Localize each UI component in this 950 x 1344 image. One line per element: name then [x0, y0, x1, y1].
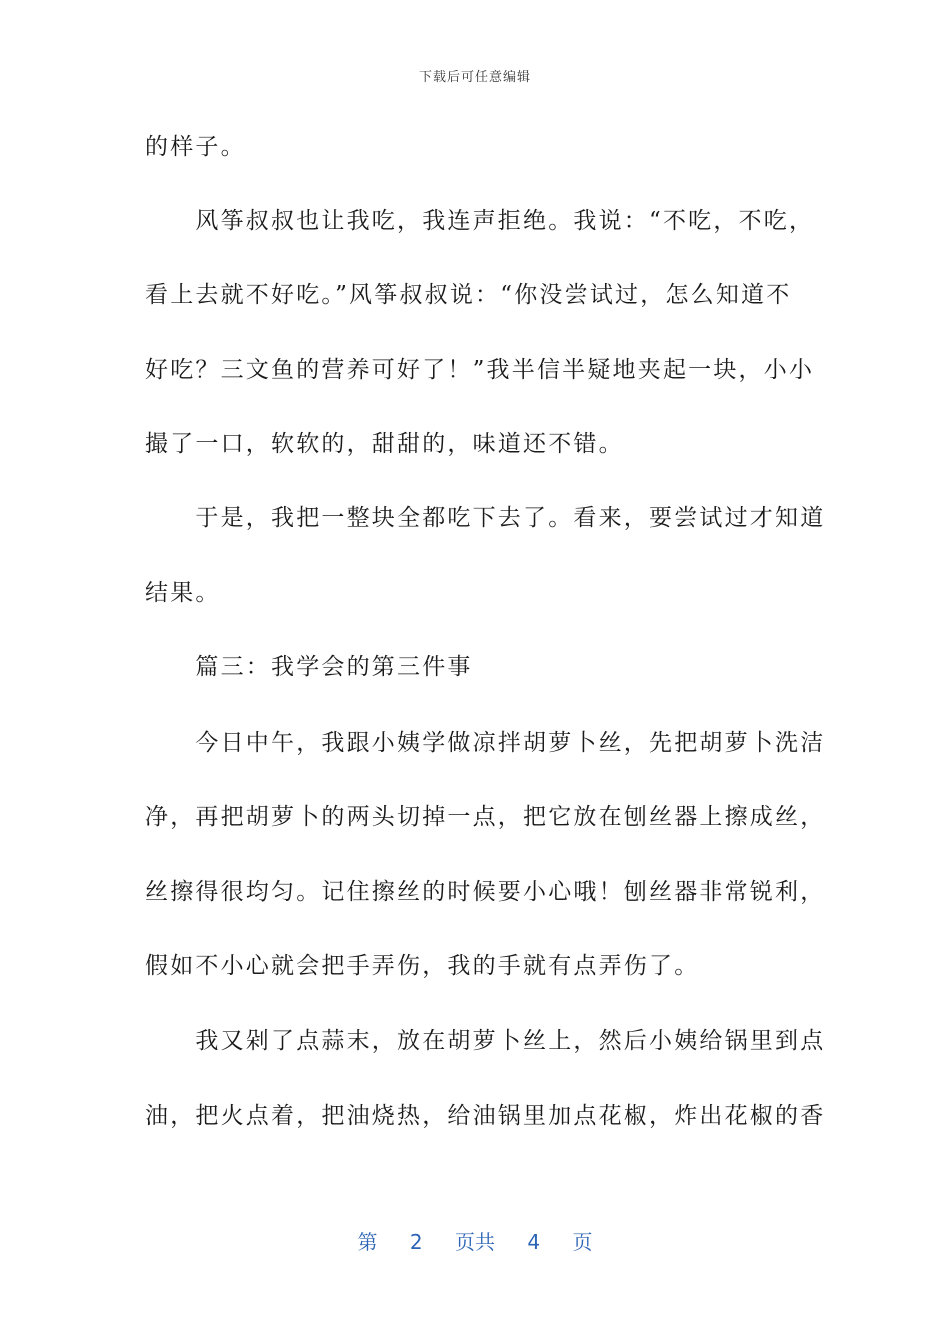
body-line: 于是，我把一整块全都吃下去了。看来，要尝试过才知道: [145, 505, 826, 531]
body-line: 丝擦得很均匀。记住擦丝的时候要小心哦！刨丝器非常锐利，: [145, 879, 826, 905]
page-footer: [0, 1226, 950, 1255]
body-line: 的样子。: [145, 134, 246, 160]
page-suffix: 页: [572, 1230, 593, 1254]
body-line: 撮了一口，软软的，甜甜的，味道还不错。: [145, 431, 624, 457]
body-line: 结果。: [145, 580, 221, 606]
page-prefix: 第: [357, 1230, 378, 1254]
page-header: 下载后可任意编辑: [418, 70, 531, 85]
body-line: 我又剁了点蒜末，放在胡萝卜丝上，然后小姨给锅里到点: [145, 1028, 826, 1054]
body-line: 油，把火点着，把油烧热，给油锅里加点花椒，炸出花椒的香: [145, 1103, 826, 1129]
section-heading: 篇三：我学会的第三件事: [145, 654, 473, 680]
body-line: 好吃？三文鱼的营养可好了！”我半信半疑地夹起一块，小小: [145, 357, 815, 383]
body-line: 风筝叔叔也让我吃，我连声拒绝。我说：“不吃，不吃，: [145, 208, 815, 234]
page-middle: 页共: [455, 1230, 495, 1254]
body-line: 今日中午，我跟小姨学做凉拌胡萝卜丝，先把胡萝卜洗洁: [145, 730, 826, 756]
current-page-number: 2: [409, 1230, 423, 1254]
total-pages-number: 4: [527, 1230, 541, 1254]
body-line: 净，再把胡萝卜的两头切掉一点，把它放在刨丝器上擦成丝，: [145, 804, 826, 830]
body-line: 看上去就不好吃。”风筝叔叔说：“你没尝试过，怎么知道不: [145, 282, 792, 308]
body-line: 假如不小心就会把手弄伤，我的手就有点弄伤了。: [145, 953, 700, 979]
